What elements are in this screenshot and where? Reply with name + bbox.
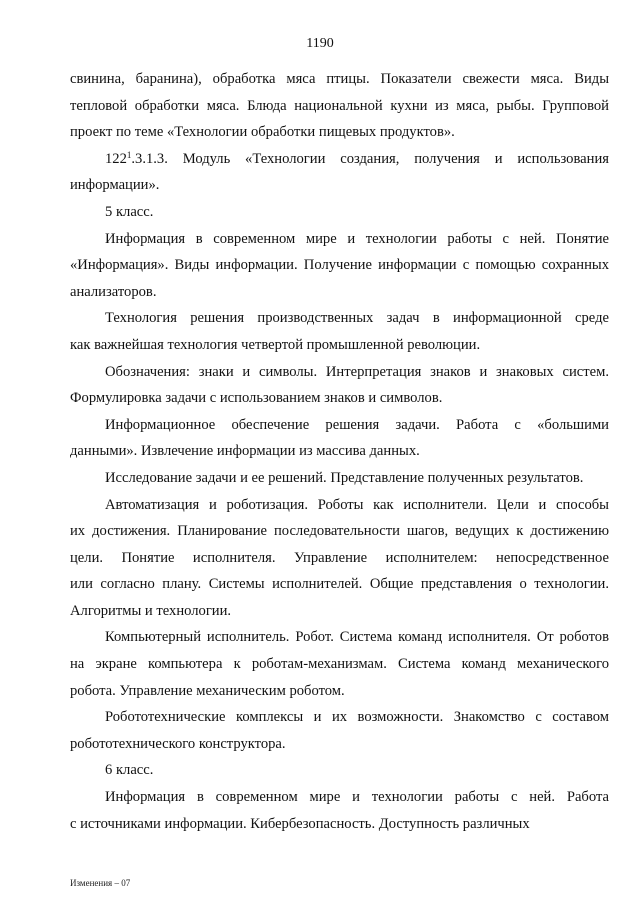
text-line: Технология решения производственных задач в информационной среде (105, 310, 609, 327)
paragraph (70, 359, 609, 412)
paragraph (70, 66, 609, 146)
text-line: Информационное обеспечение решения задачи. Работа с «большими (105, 416, 609, 433)
text-line: робототехнического конструктора. (70, 735, 286, 752)
paragraph (70, 784, 609, 837)
superscript: 1 (126, 149, 132, 160)
paragraph (70, 624, 609, 704)
text-line: анализаторов. (70, 283, 157, 300)
text-line: как важнейшая технология четвертой промышленной революции. (70, 336, 481, 353)
text-line: данными». Извлечение информации из массива данных. (70, 443, 420, 460)
text-line: или согласно плану. Системы исполнителей. Общие представления о технологии. (70, 576, 609, 593)
text-line: Алгоритмы и технологии. (70, 602, 232, 619)
text-line: Компьютерный исполнитель. Робот. Система команд исполнителя. От роботов (105, 629, 609, 646)
text-line: информации». (70, 177, 160, 194)
text-line: Исследование задачи и ее решений. Представление полученных результатов. (105, 469, 584, 486)
text-line: Обозначения: знаки и символы. Интерпретация знаков и знаковых систем. (105, 363, 609, 380)
text-line: $122^1.3.1.3$. Модуль «Технологии создания, получения и использования (105, 149, 609, 167)
paragraph (70, 465, 609, 492)
paragraph (70, 492, 609, 625)
paragraph (70, 757, 609, 784)
text-line: Формулировка задачи с использованием знаков и символов. (70, 390, 443, 407)
text-line: цели. Понятие исполнителя. Управление исполнителем: непосредственное (70, 549, 609, 566)
text-line: Информация в современном мире и технологии работы с ней. Понятие (105, 230, 609, 247)
paragraph (70, 226, 609, 306)
text-line: Информация в современном мире и технологии работы с ней. Работа (105, 789, 609, 806)
paragraph (70, 305, 609, 358)
paragraph (70, 199, 609, 226)
text-line: Автоматизация и роботизация. Роботы как исполнители. Цели и способы (105, 496, 609, 513)
text-line: 6 класс. (105, 762, 154, 779)
text-line: с источниками информации. Кибербезопасность. Доступность различных (70, 815, 530, 832)
text-line: Робототехнические комплексы и их возможности. Знакомство с составом (105, 709, 609, 726)
paragraph (70, 412, 609, 465)
text-line: на экране компьютера к роботам-механизмам. Система команд механического (70, 656, 609, 673)
page-number: 1190 (306, 36, 334, 51)
paragraph (70, 146, 609, 199)
paragraph (70, 704, 609, 757)
text-line: проект по теме «Технологии обработки пищевых продуктов». (70, 124, 455, 141)
text-line: свинина, баранина), обработка мяса птицы. Показатели свежести мяса. Виды (70, 71, 609, 87)
document-body (70, 66, 609, 837)
footer-note: Изменения – 07 (70, 878, 131, 888)
text-line: «Информация». Виды информации. Получение информации с помощью сохранных (70, 257, 609, 274)
text-line: робота. Управление механическим роботом. (70, 682, 345, 699)
text-line: 5 класс. (105, 203, 154, 220)
text-line: тепловой обработки мяса. Блюда национальной кухни из мяса, рыбы. Групповой (70, 97, 609, 114)
text-line: их достижения. Планирование последовательности шагов, ведущих к достижению (70, 523, 609, 540)
